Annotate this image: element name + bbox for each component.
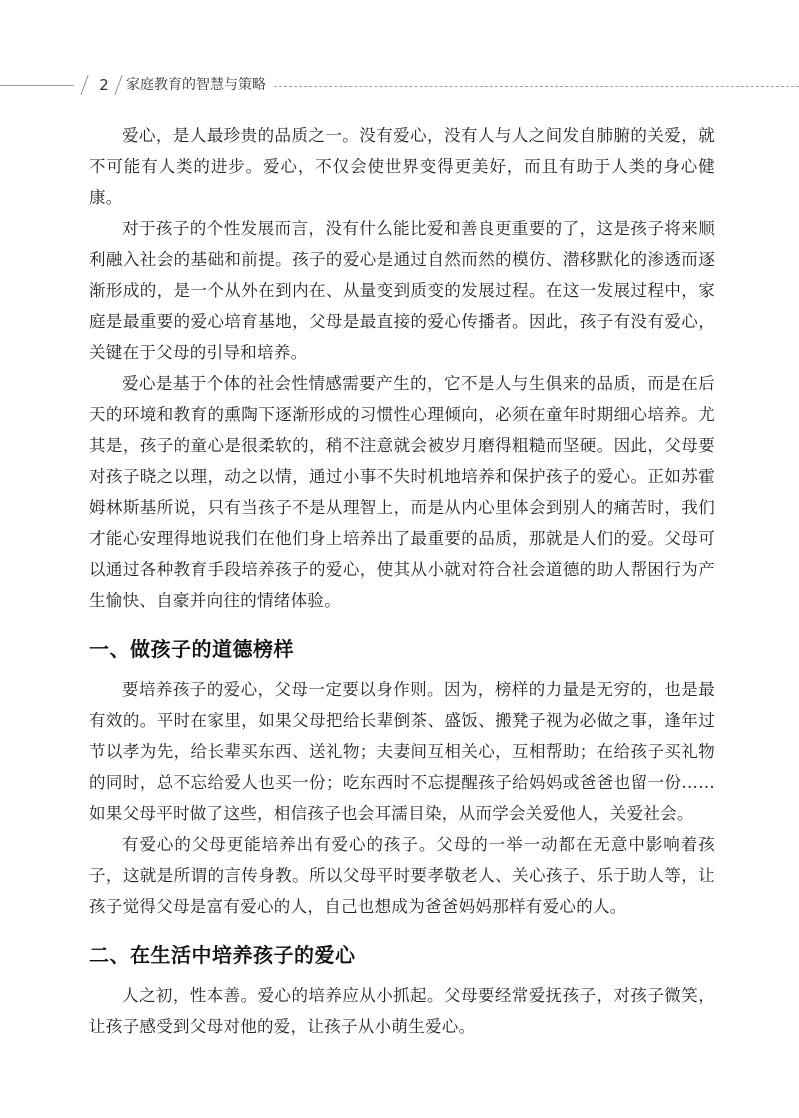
header-slash-left [80, 75, 88, 95]
section1-paragraph-1: 要培养孩子的爱心，父母一定要以身作则。因为，榜样的力量是无穷的，也是最有效的。平时在家里，如果父母把给长辈倒茶、盛饭、搬凳子视为必做之事，逢年过节以孝为先，给长辈买东西、送礼物；夫妻间互相关心，互相帮助；在给孩子买礼物的同时，总不忘给爱人也买一份；吃东西时不忘提醒孩子给妈妈或爸爸也留一份……如果父母平时做了这些，相信孩子也会耳濡目染，从而学会关爱他人，关爱社会。 [89, 680, 715, 823]
header-rule-left [0, 85, 74, 86]
intro-paragraph-3: 爱心是基于个体的社会性情感需要产生的，它不是人与生俱来的品质，而是在后天的环境和教育的熏陶下逐渐形成的习惯性心理倾向，必须在童年时期细心培养。尤其是，孩子的童心是很柔软的，稍不注意就会被岁月磨得粗糙而坚硬。因此，父母要对孩子晓之以理，动之以情，通过小事不失时机地培养和保护孩子的爱心。正如苏霍姆林斯基所说，只有当孩子不是从理智上，而是从内心里体会到别人的痛苦时，我们才能心安理得地说我们在他们身上培养出了最重要的品质，那就是人们的爱。父母可以通过各种教育手段培养孩子的爱心，使其从小就对符合社会道德的助人帮困行为产生愉快、自豪并向往的情绪体验。 [89, 374, 715, 610]
page-number: 2 [99, 76, 109, 94]
running-header [0, 72, 799, 98]
section-heading-2: 二、在生活中培养孩子的爱心 [89, 943, 356, 967]
header-rule-dashed [274, 86, 799, 87]
intro-paragraph-1: 爱心，是人最珍贵的品质之一。没有爱心，没有人与人之间发自肺腑的关爱，就不可能有人类的进步。爱心，不仅会使世界变得更美好，而且有助于人类的身心健康。 [89, 126, 715, 207]
section2-paragraph-1: 人之初，性本善。爱心的培养应从小抓起。父母要经常爱抚孩子，对孩子微笑，让孩子感受到父母对他的爱，让孩子从小萌生爱心。 [89, 986, 715, 1036]
section-heading-1: 一、做孩子的道德榜样 [89, 637, 294, 661]
page-body [89, 120, 715, 1042]
book-title: 家庭教育的智慧与策略 [126, 77, 266, 93]
intro-paragraph-2: 对于孩子的个性发展而言，没有什么能比爱和善良更重要的了，这是孩子将来顺利融入社会的基础和前提。孩子的爱心是通过自然而然的模仿、潜移默化的渗透而逐渐形成的，是一个从外在到内在、从量变到质变的发展过程。在这一发展过程中，家庭是最重要的爱心培育基地，父母是最直接的爱心传播者。因此，孩子有没有爱心，关键在于父母的引导和培养。 [89, 219, 715, 362]
section1-paragraph-2: 有爱心的父母更能培养出有爱心的孩子。父母的一举一动都在无意中影响着孩子，这就是所谓的言传身教。所以父母平时要孝敬老人、关心孩子、乐于助人等，让孩子觉得父母是富有爱心的人，自己也想成为爸爸妈妈那样有爱心的人。 [89, 835, 715, 916]
